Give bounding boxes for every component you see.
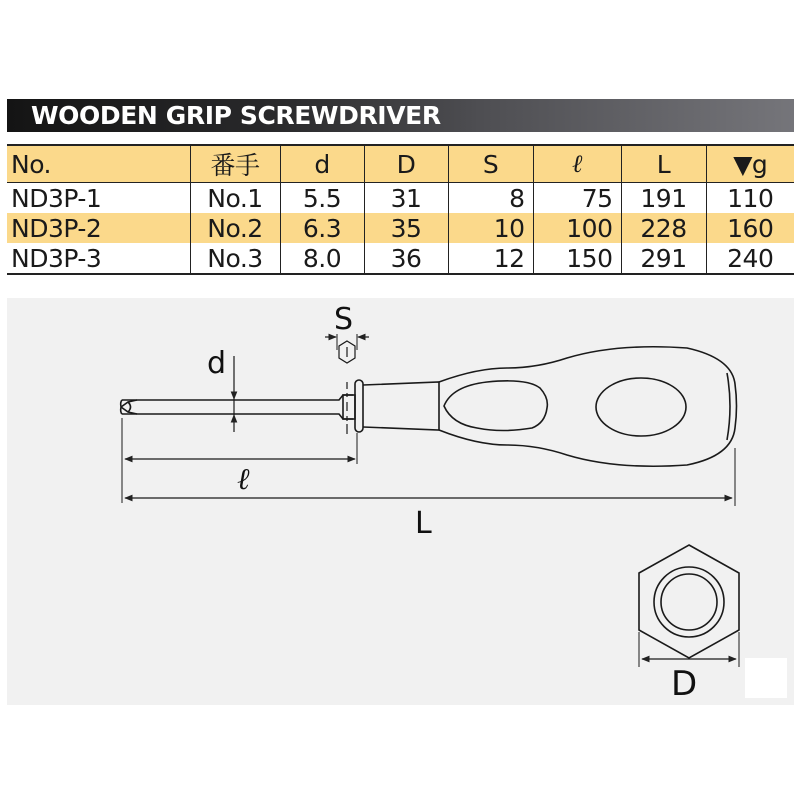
col-header-D: D <box>364 145 448 183</box>
cell-no: ND3P-1 <box>11 183 102 213</box>
cell-d: 5.5 <box>280 183 364 214</box>
cell-S: 8 <box>448 183 533 214</box>
col-header-l <box>533 145 621 183</box>
cell-l: 150 <box>533 243 621 274</box>
screwdriver-diagram <box>7 298 794 705</box>
cell-D: 36 <box>364 243 448 274</box>
cell-size: No.2 <box>190 213 280 243</box>
label-d: d <box>207 346 227 381</box>
cell-l: 100 <box>533 213 621 243</box>
cell-l: 75 <box>533 183 621 214</box>
cell-no: ND3P-3 <box>11 243 102 273</box>
cell-size: No.3 <box>190 243 280 274</box>
col-header-L: L <box>621 145 706 183</box>
title-bar <box>7 99 794 132</box>
cell-S: 10 <box>448 213 533 243</box>
label-l: ℓ <box>237 462 250 497</box>
cell-L: 228 <box>621 213 706 243</box>
label-S: S <box>334 302 354 337</box>
table-row <box>7 213 794 243</box>
screwdriver-drawing-icon <box>7 298 794 705</box>
col-header-S: S <box>448 145 533 183</box>
cell-L: 291 <box>621 243 706 274</box>
col-header-no: No. <box>11 149 52 179</box>
table-header-row <box>7 145 794 183</box>
cell-S: 12 <box>448 243 533 274</box>
cell-weight: 110 <box>706 183 794 214</box>
cell-L: 191 <box>621 183 706 214</box>
spec-table <box>7 144 794 275</box>
blank-box <box>745 658 787 698</box>
label-L: L <box>415 506 432 541</box>
col-header-size: 番手 <box>190 145 280 183</box>
table-row <box>7 183 794 214</box>
cell-D: 35 <box>364 213 448 243</box>
cell-d: 8.0 <box>280 243 364 274</box>
cell-D: 31 <box>364 183 448 214</box>
cell-no: ND3P-2 <box>11 213 102 243</box>
label-D: D <box>671 664 698 704</box>
col-header-l-text: ℓ <box>572 149 582 178</box>
col-header-d: d <box>280 145 364 183</box>
cell-weight: 160 <box>706 213 794 243</box>
cell-d: 6.3 <box>280 213 364 243</box>
page-title: WOODEN GRIP SCREWDRIVER <box>31 101 441 130</box>
col-header-weight: ▼g <box>706 145 794 183</box>
table-row <box>7 243 794 274</box>
cell-size: No.1 <box>190 183 280 214</box>
cell-weight: 240 <box>706 243 794 274</box>
